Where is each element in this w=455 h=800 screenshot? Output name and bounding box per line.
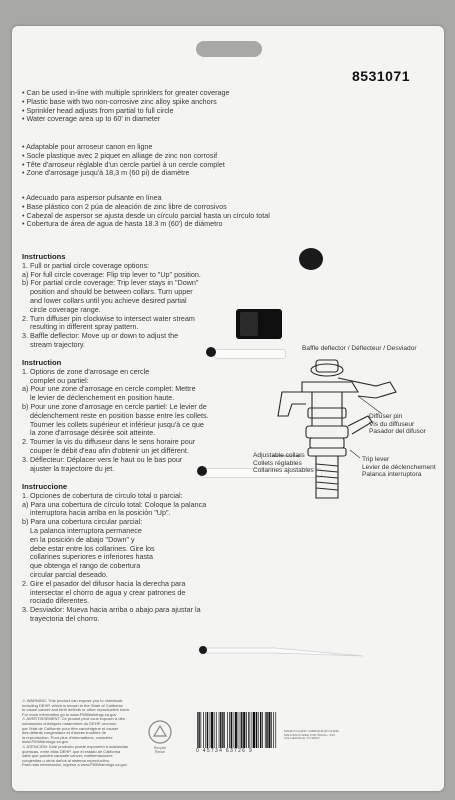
- text-line: • Adecuado para aspersor pulsante en línea: [22, 193, 162, 202]
- recycle-icon: [145, 718, 175, 746]
- text-line: des défauts congénitaux et d'autres troubles de: [22, 730, 106, 736]
- text-line: a) For full circle coverage: Flip trip lever to "Up" position.: [22, 269, 201, 279]
- label-collars: [253, 452, 314, 475]
- text-line: • Tête d'arroseur réglable d'un cercle partiel à un cercle complet: [22, 159, 225, 169]
- text-line: 3. Baffle deflector: Move up or down to adjust the: [22, 331, 179, 341]
- text-line: • Plastic base with two non-corrosive zinc alloy spike anchors: [22, 96, 217, 106]
- text-line: a) Para una cobertura de círculo total: Coloque la palanca: [22, 499, 207, 509]
- text-line: • Zone d'arrosage jusqu'à 18,3 m (60 pi) de diamètre: [22, 168, 190, 178]
- instructions-french: [22, 359, 209, 473]
- text-line: Reuse: [154, 750, 166, 754]
- tie-hole-top: [206, 347, 216, 357]
- text-line: 2. Tourner la vis du diffuseur dans le sens horaire pour: [22, 437, 196, 447]
- barcode-bar: [266, 712, 267, 748]
- text-line: • Socle plastique avec 2 piquet en alliage de zinc non corrosif: [22, 150, 218, 160]
- text-line: Pasador del difusor: [369, 428, 426, 436]
- barcode-bar: [258, 712, 259, 748]
- tie-hole-middle: [197, 466, 207, 476]
- barcode-bar: [222, 712, 223, 748]
- nozzle-cap: [234, 306, 284, 342]
- cable-tie-bottom: [195, 640, 367, 662]
- text-line: debe estar entre los collarines. Gire los: [22, 543, 155, 553]
- barcode-bar: [207, 712, 208, 748]
- barcode-bar: [238, 712, 239, 748]
- recycle-logo: [145, 718, 175, 764]
- sku-number: 8531071: [352, 68, 411, 84]
- barcode-number: 0 45734 63726 9: [196, 748, 254, 754]
- text-line: La palanca interruptora permanece: [22, 525, 142, 535]
- text-line: b) Para una cobertura circular parcial:: [22, 517, 143, 527]
- text-line: Recycle: [153, 746, 167, 750]
- text-line: congénitas u otros daños al sistema reproductivo.: [22, 757, 111, 763]
- text-line: ⚠ WARNING: This product can expose you to chemicals: [22, 698, 123, 703]
- text-line: www.P65Warnings.ca.gov: [22, 739, 69, 745]
- barcode-bar: [216, 712, 217, 748]
- text-line: including DEHP, which is known to the State of California: [22, 702, 123, 708]
- text-line: ajuster la trajectoire du jet.: [22, 463, 115, 473]
- text-line: Palanca interruptora: [362, 471, 422, 479]
- barcode-bar: [275, 712, 276, 748]
- recycle-text: [145, 746, 175, 754]
- instructions-lines: [22, 368, 209, 474]
- features-french: [22, 143, 225, 178]
- text-line: sabe que pueden causarle cáncer, malformaciones: [22, 753, 113, 759]
- text-line: position and should be between collars. Turn upper: [22, 287, 193, 297]
- instructions-lines: [22, 262, 201, 350]
- barcode-bar: [265, 712, 266, 748]
- text-line: Adjustable collars: [253, 452, 305, 459]
- text-line: trayectoria del chorro.: [22, 613, 100, 623]
- text-line: Collets réglables: [253, 459, 302, 467]
- barcode-bar: [248, 712, 249, 748]
- text-line: ⚠ AVERTISSEMENT: Ce produit peut vous exposer à des: [22, 716, 125, 722]
- text-line: 2. Gire el pasador del difusor hacia la derecha para: [22, 578, 186, 588]
- rubber-washer: [299, 248, 323, 270]
- text-line: intersectar el chorro de agua y crear patrones de: [22, 587, 186, 597]
- barcode-bar: [198, 712, 199, 748]
- barcode-bar: [253, 712, 255, 748]
- barcode-bar: [235, 712, 237, 748]
- barcode-bar: [197, 712, 198, 748]
- text-line: couper le débit d'eau afin d'obtenir un jet différent.: [22, 445, 189, 455]
- text-line: déclenchement reste en position basse entre les collets.: [22, 410, 209, 420]
- text-line: Trip lever: [362, 456, 390, 463]
- label-trip-lever: [362, 456, 436, 479]
- barcode-bar: [220, 712, 221, 748]
- text-line: to cause cancer and birth defects or other reproductive harm.: [22, 707, 131, 713]
- barcode-bar: [250, 712, 251, 748]
- text-line: COLLIERVILLE, TN 38017: [284, 736, 320, 741]
- barcode-bar: [219, 712, 220, 748]
- barcode-bar: [262, 712, 263, 748]
- instructions-heading: Instruction: [22, 358, 62, 367]
- text-line: le levier de déclenchement en position haute.: [22, 393, 175, 403]
- barcode-bar: [246, 712, 247, 748]
- barcode-bar: [233, 712, 234, 748]
- hang-hole: [196, 41, 262, 57]
- text-line: stream trajectory.: [22, 339, 85, 349]
- barcode-bar: [229, 712, 230, 748]
- text-line: 1. Full or partial circle coverage options:: [22, 260, 150, 270]
- text-line: la zone d'arrosage désirée soit atteinte.: [22, 428, 156, 438]
- text-line: Diffuser pin: [369, 413, 403, 420]
- barcode-bar: [273, 712, 274, 748]
- barcode-bar: [210, 712, 211, 748]
- text-line: Vis du diffuseur: [369, 420, 415, 428]
- instructions-heading: Instruccione: [22, 482, 68, 491]
- barcode-bar: [268, 712, 270, 748]
- barcode-bar: [227, 712, 228, 748]
- label-diffuser: [369, 413, 426, 436]
- text-line: b) Pour une zone d'arrosage en cercle partiel: Le levier de: [22, 401, 207, 411]
- text-line: complet ou partiel:: [22, 375, 89, 385]
- text-line: químicas, entre ellas DEHP, que el estado de California: [22, 748, 121, 754]
- barcode-bar: [201, 712, 202, 748]
- text-line: • Cobertura de área de agua de hasta 18.3 m (60') de diámetro: [22, 219, 223, 229]
- barcode-bar: [240, 712, 241, 748]
- instructions-english: [22, 253, 201, 350]
- text-line: circular parcial deseado.: [22, 569, 108, 579]
- text-line: Tourner les collets supérieur et inférieur jusqu'à ce que: [22, 419, 204, 429]
- barcode-bar: [260, 712, 261, 748]
- text-line: a) Pour une zone d'arrosage en cercle complet: Mettre: [22, 384, 196, 394]
- instructions-heading: Instructions: [22, 252, 66, 261]
- prop65-warning: [22, 699, 130, 768]
- text-line: 1. Options de zone d'arrosage en cercle: [22, 366, 150, 376]
- text-line: la reproduction. Pour plus d'informations, consultez: [22, 734, 113, 740]
- text-line: Collarines ajustables: [253, 467, 314, 475]
- text-line: substances chimiques notamment du DEHP, reconnu: [22, 720, 117, 726]
- text-line: collarines superiores e inferiores hasta: [22, 552, 154, 562]
- text-line: • Adaptable pour arroseur canon en ligne: [22, 142, 153, 151]
- text-line: interruptora hacia arriba en la posición "Up".: [22, 508, 171, 518]
- text-line: • Base plástico con 2 púa de aleación de zinc libre de corrosivos: [22, 201, 227, 211]
- text-line: For more information go to www.P65Warnings.ca.gov: [22, 711, 117, 717]
- text-line: circle coverage range.: [22, 304, 101, 314]
- text-line: Para más información, ingrese a www.P65Warnings.ca.gov: [22, 762, 128, 768]
- text-line: 1. Opciones de cobertura de círculo total o parcial:: [22, 490, 183, 500]
- text-line: en la posición de abajo "Down" y: [22, 534, 135, 544]
- text-line: • Can be used in-line with multiple sprinklers for greater coverage: [22, 88, 230, 97]
- text-line: 3. Desviador: Mueva hacia arriba o abajo para ajustar la: [22, 605, 201, 615]
- barcode-bar: [231, 712, 232, 748]
- features-english: [22, 89, 229, 124]
- text-line: MADE IN CHINA. FABRIQUÉ EN CHINE: [284, 729, 339, 733]
- barcode-bar: [243, 712, 245, 748]
- text-line: Levier de déclenchement: [362, 463, 436, 471]
- barcode-bar: [224, 712, 225, 748]
- text-line: 2. Turn diffuser pin clockwise to intersect water stream: [22, 313, 195, 323]
- text-line: ⚠ ATENCIÓN: Este producto puede exponerlo a sustancias: [22, 743, 129, 749]
- instructions-spanish: [22, 483, 206, 624]
- text-line: MANUFACTURED FOR ORGILL, INC.: [284, 732, 336, 737]
- text-line: • Sprinkler head adjusts from partial to full circle: [22, 105, 174, 115]
- barcode-bar: [271, 712, 272, 748]
- text-line: rociado diferentes.: [22, 596, 90, 606]
- barcode-bar: [256, 712, 257, 748]
- text-line: and lower collars until you achieve desired partial: [22, 295, 187, 305]
- instructions-lines: [22, 492, 206, 624]
- text-line: • Water coverage area up to 60' in diameter: [22, 114, 161, 124]
- small-print: [284, 730, 339, 741]
- barcode-icon: [196, 712, 278, 748]
- barcode-bar: [211, 712, 213, 748]
- text-line: 3. Déflecteur: Déplacer vers le haut ou le bas pour: [22, 454, 183, 464]
- barcode-bar: [241, 712, 242, 748]
- barcode-bar: [205, 712, 206, 748]
- text-line: que obtenga el rango de cobertura: [22, 561, 141, 571]
- features-spanish: [22, 194, 270, 229]
- barcode-bar: [203, 712, 204, 748]
- text-line: par l'état de Californie pour être cancérigène et causer: [22, 725, 119, 731]
- text-line: • Cabezal de aspersor se ajusta desde un círculo parcial hasta un círculo total: [22, 210, 270, 220]
- text-line: resulting in different spray pattern.: [22, 322, 139, 332]
- text-line: b) For partial circle coverage: Trip lever stays in "Down": [22, 278, 199, 288]
- barcode-bar: [214, 712, 215, 748]
- label-baffle: Baffle deflector / Déflecteur / Desviador: [302, 345, 417, 352]
- barcode-bar: [252, 712, 253, 748]
